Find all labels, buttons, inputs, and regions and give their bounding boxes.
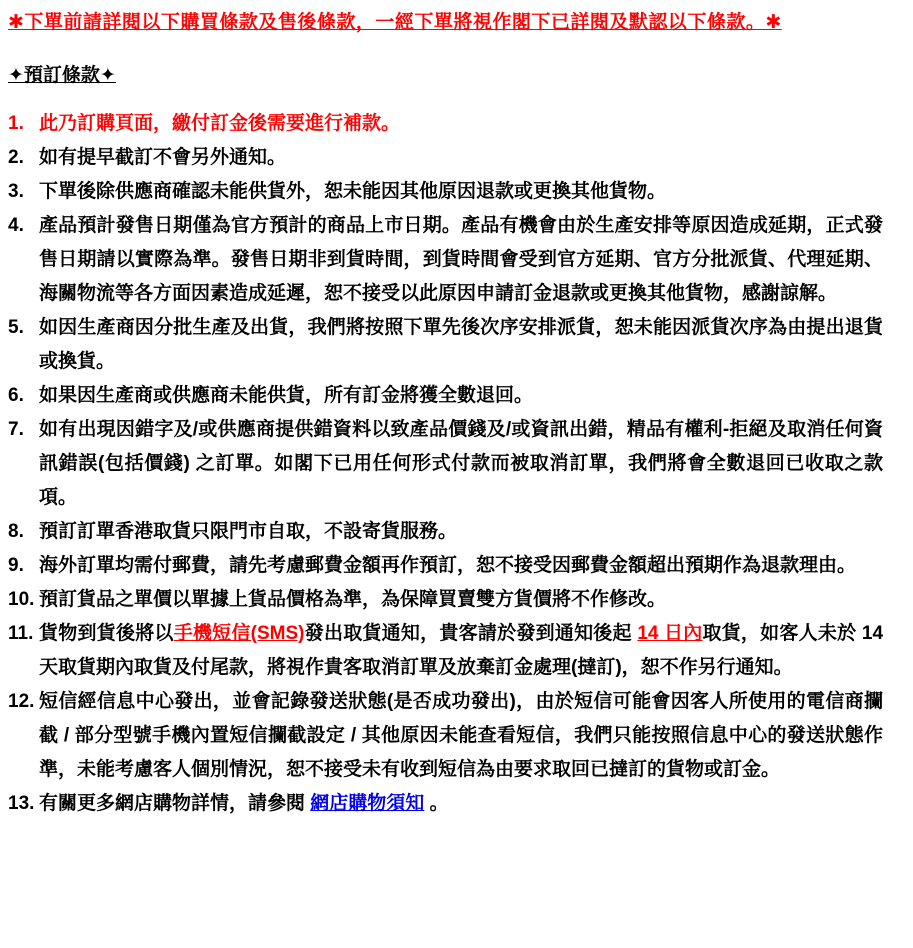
- term-text: [39, 515, 883, 549]
- term-number: 12.: [8, 690, 35, 712]
- term-text-segment: 預訂貨品之單價以單據上貨品價格為準，為保障買賣雙方貨價將不作修改。: [39, 588, 667, 610]
- term-item-2: [8, 141, 883, 175]
- term-number: 1.: [8, 112, 24, 134]
- term-text: [39, 379, 883, 413]
- term-text: [39, 787, 883, 821]
- term-text-segment: 海外訂單均需付郵費，請先考慮郵費金額再作預訂，恕不接受因郵費金額超出預期作為退款理由。: [39, 554, 857, 576]
- term-text-segment: 。: [424, 792, 449, 814]
- highlighted-text: 手機短信(SMS): [173, 622, 305, 644]
- term-text-segment: 如果因生產商或供應商未能供貨，所有訂金將獲全數退回。: [39, 384, 534, 406]
- highlighted-text: 14 日內: [637, 622, 703, 644]
- term-text: [39, 685, 883, 787]
- term-number: 11.: [8, 622, 34, 644]
- term-item-6: [8, 379, 883, 413]
- term-text: [39, 175, 883, 209]
- term-text: [39, 107, 883, 141]
- term-item-3: [8, 175, 883, 209]
- term-text: [39, 413, 883, 515]
- term-text-segment: 如因生產商因分批生產及出貨，我們將按照下單先後次序安排派貨，恕未能因派貨次序為由提出退貨或換貨。: [39, 316, 883, 372]
- page-title: ✱下單前請詳閱以下購買條款及售後條款，一經下單將視作閣下已詳閱及默認以下條款。✱: [8, 12, 782, 33]
- term-text-segment: 有關更多網店購物詳情，請參閱: [39, 792, 311, 814]
- term-item-10: [8, 583, 883, 617]
- term-text-segment: 如有出現因錯字及/或供應商提供錯資料以致產品價錢及/或資訊出錯，精品有權利-拒絕及取消任何資訊錯誤(包括價錢) 之訂單。如閣下已用任何形式付款而被取消訂單，我們將會全數退回已收取之款項。: [39, 418, 883, 508]
- terms-list: [8, 107, 883, 821]
- term-text-segment: 此乃訂購頁面，繳付訂金後需要進行補款。: [39, 112, 401, 134]
- term-number: 4.: [8, 214, 24, 236]
- term-text: [39, 583, 883, 617]
- section-header: ✦預訂條款✦: [8, 64, 116, 86]
- term-text: [39, 141, 883, 175]
- term-item-13: [8, 787, 883, 821]
- term-item-12: [8, 685, 883, 787]
- term-item-5: [8, 311, 883, 379]
- term-number: 8.: [8, 520, 24, 542]
- term-text-segment: 貨物到貨後將以: [39, 622, 174, 644]
- term-number: 7.: [8, 418, 24, 440]
- term-item-4: [8, 209, 883, 311]
- term-number: 10.: [8, 588, 35, 610]
- term-text: [39, 617, 883, 685]
- term-item-1: [8, 107, 883, 141]
- term-number: 13.: [8, 792, 35, 814]
- term-item-9: [8, 549, 883, 583]
- term-item-8: [8, 515, 883, 549]
- term-text: [39, 549, 883, 583]
- term-text-segment: 如有提早截訂不會另外通知。: [39, 146, 287, 168]
- term-text-segment: 產品預計發售日期僅為官方預計的商品上市日期。產品有機會由於生產安排等原因造成延期，正式發售日期請以實際為準。發售日期非到貨時間，到貨時間會受到官方延期、官方分批派貨、代理延期、海關物流等各方面因素造成延遲，恕不接受以此原因申請訂金退款或更換其他貨物，感謝諒解。: [39, 214, 883, 304]
- term-text-segment: 預訂訂單香港取貨只限門市自取，不設寄貨服務。: [39, 520, 458, 542]
- term-text-segment: 下單後除供應商確認未能供貨外，恕未能因其他原因退款或更換其他貨物。: [39, 180, 667, 202]
- term-text: [39, 209, 883, 311]
- term-number: 9.: [8, 554, 24, 576]
- term-text-segment: 發出取貨通知，貴客請於發到通知後起: [304, 622, 638, 644]
- term-text-segment: 取貨，如客人未於 14 天取貨期內取貨及付尾款，將視作貴客取消訂單及放棄訂金處理(撻訂)，恕不作另行通知。: [39, 622, 884, 678]
- term-number: 6.: [8, 384, 24, 406]
- term-number: 5.: [8, 316, 24, 338]
- term-text-segment: 短信經信息中心發出，並會記錄發送狀態(是否成功發出)，由於短信可能會因客人所使用的電信商攔截 / 部分型號手機內置短信攔截設定 / 其他原因未能查看短信，我們只能按照信息中心的發送狀態作準，未能考慮客人個別情況，恕不接受未有收到短信為由要求取回已撻訂的貨物或訂金。: [39, 690, 883, 780]
- term-text: [39, 311, 883, 379]
- store-shopping-notice-link[interactable]: 網店購物須知: [310, 792, 425, 814]
- term-item-11: [8, 617, 883, 685]
- term-number: 3.: [8, 180, 24, 202]
- term-number: 2.: [8, 146, 24, 168]
- term-item-7: [8, 413, 883, 515]
